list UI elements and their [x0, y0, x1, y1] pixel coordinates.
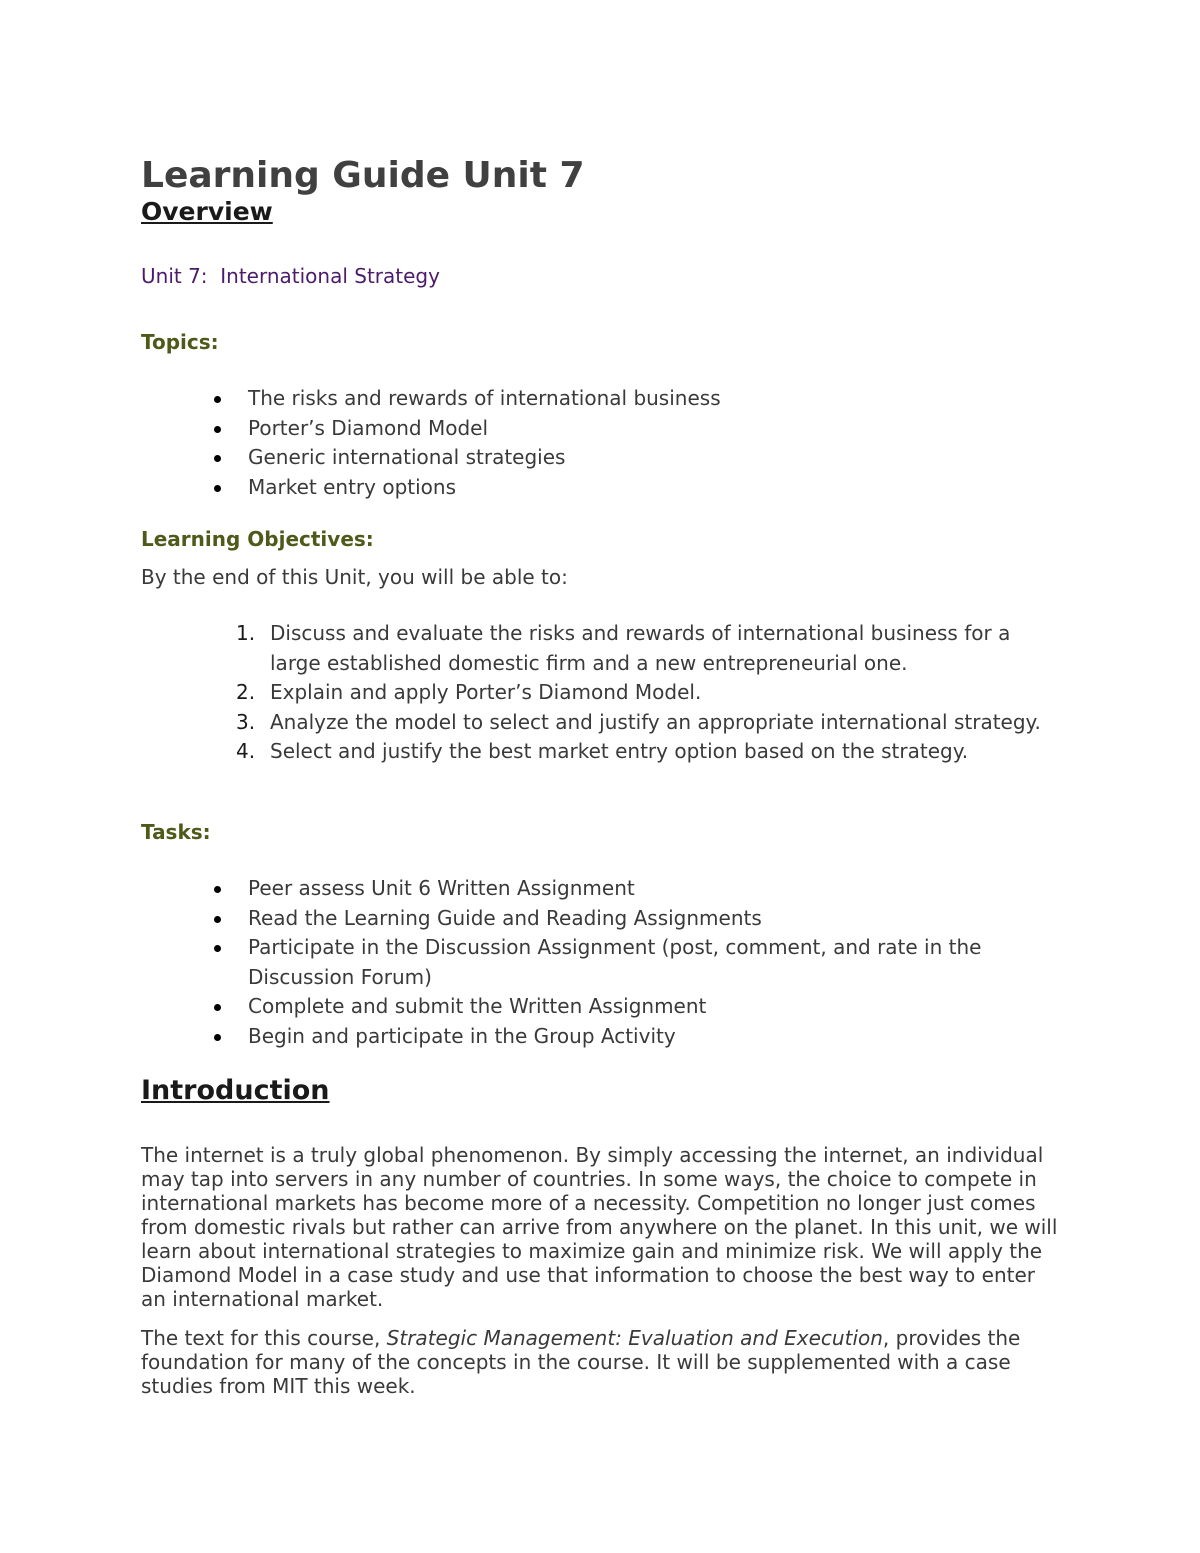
bullet-icon	[214, 916, 221, 923]
bullet-icon	[214, 485, 221, 492]
topics-list	[141, 384, 1041, 502]
list-item: 1. Discuss and evaluate the risks and rewards of international business for a large established domestic firm and a new entrepreneurial one.	[236, 621, 1011, 675]
list-item: 4. Select and justify the best market entry option based on the strategy.	[236, 739, 969, 763]
page-title: Learning Guide Unit 7	[141, 155, 585, 196]
list-item: Market entry options	[141, 473, 1041, 503]
list-item: Peer assess Unit 6 Written Assignment	[141, 874, 1021, 904]
tasks-list	[141, 874, 1021, 1051]
list-item: 2. Explain and apply Porter’s Diamond Model.	[236, 680, 702, 704]
overview-heading: Overview	[141, 197, 273, 226]
list-item: Read the Learning Guide and Reading Assignments	[141, 904, 1021, 934]
list-item: Porter’s Diamond Model	[141, 414, 1041, 444]
bullet-icon	[214, 426, 221, 433]
bullet-icon	[214, 455, 221, 462]
unit-title: Unit 7: International Strategy	[141, 264, 440, 288]
objectives-list	[141, 619, 1051, 767]
list-item: Begin and participate in the Group Activity	[141, 1022, 1021, 1052]
list-item: 3. Analyze the model to select and justify an appropriate international strategy.	[236, 709, 1041, 734]
list-item: Participate in the Discussion Assignment (post, comment, and rate in the Discussion Forum)	[141, 933, 1021, 992]
list-item: The risks and rewards of international business	[141, 384, 1041, 414]
introduction-heading: Introduction	[141, 1075, 330, 1106]
bullet-icon	[214, 1034, 221, 1041]
tasks-label: Tasks:	[141, 820, 211, 844]
textbook-title: Strategic Management: Evaluation and Execution	[386, 1326, 883, 1350]
topics-label: Topics:	[141, 330, 219, 354]
learning-objectives-label: Learning Objectives:	[141, 527, 374, 551]
introduction-paragraph-1: The internet is a truly global phenomenon. By simply accessing the internet, an individual may tap into servers in any number of countries. In some ways, the choice to compete in international markets has become more of a necessity. Competition no longer just comes from domestic rivals but rather can arrive from anywhere on the planet. In this unit, we will learn about international strategies to maximize gain and minimize risk. We will apply the Diamond Model in a case study and use that information to choose the best way to enter an international market.	[141, 1143, 1058, 1311]
bullet-icon	[214, 886, 221, 893]
list-item: Generic international strategies	[141, 443, 1041, 473]
bullet-icon	[214, 396, 221, 403]
bullet-icon	[214, 945, 221, 952]
list-item: Complete and submit the Written Assignment	[141, 992, 1021, 1022]
bullet-icon	[214, 1004, 221, 1011]
objectives-intro: By the end of this Unit, you will be able to:	[141, 565, 568, 589]
introduction-paragraph-2: The text for this course, Strategic Management: Evaluation and Execution, provides the foundation for many of the concepts in the course. It will be supplemented with a case studies from MIT this week.	[141, 1326, 1021, 1398]
